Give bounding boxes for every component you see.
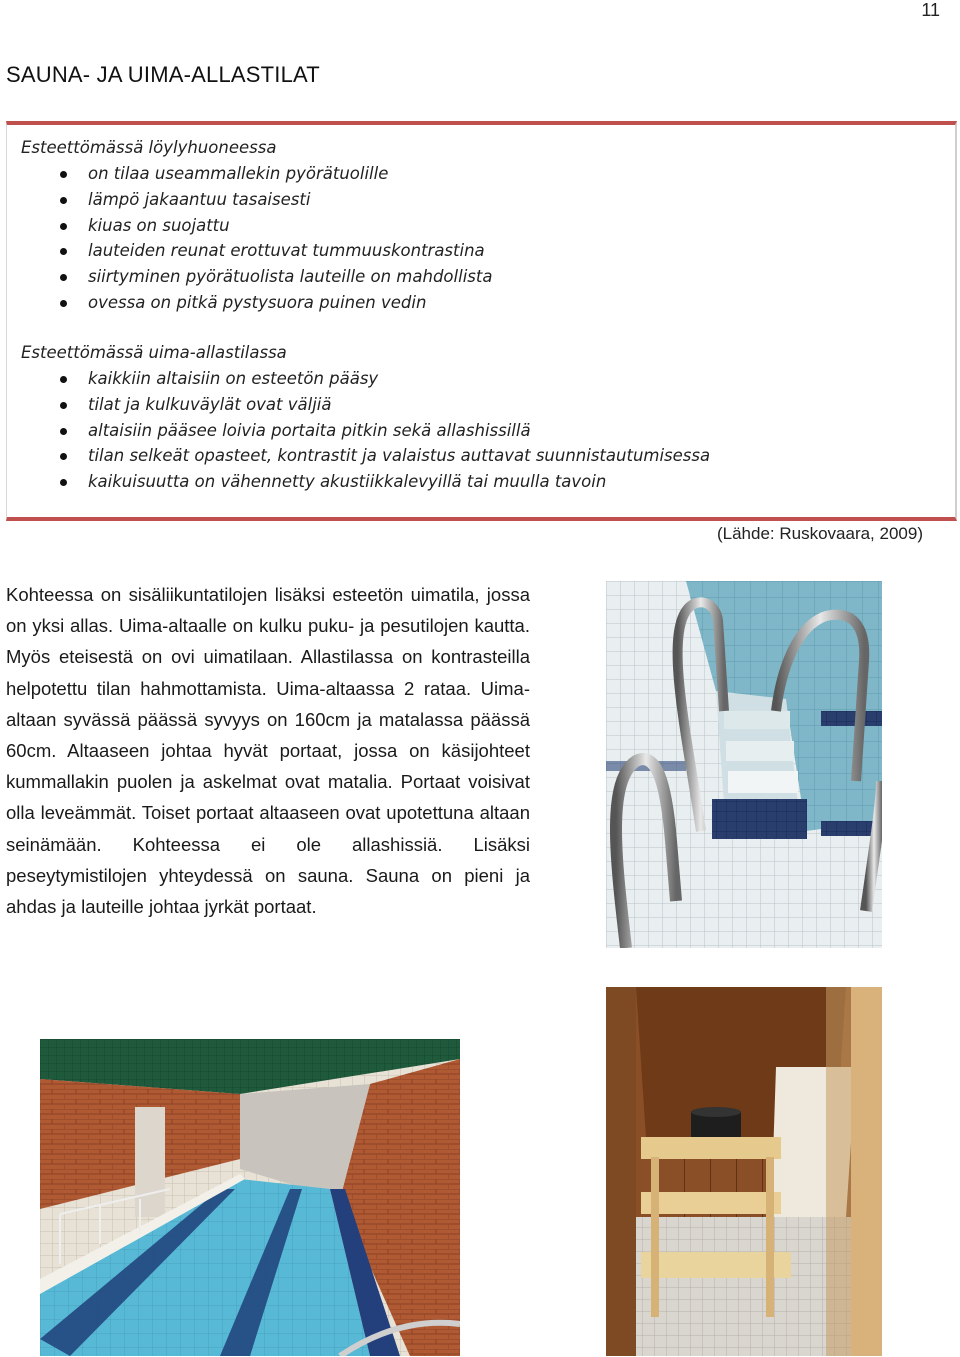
list-item-text: tilat ja kulkuväylät ovat väljiä bbox=[88, 394, 332, 414]
accessibility-criteria-box bbox=[6, 121, 957, 521]
list-item-text: lämpö jakaantuu tasaisesti bbox=[88, 189, 311, 209]
list-item bbox=[21, 213, 492, 239]
list-item-text: kaikkiin altaisiin on esteetön pääsy bbox=[88, 369, 379, 388]
bullet-icon bbox=[60, 248, 67, 255]
list-item-text: ovessa on pitkä pystysuora puinen vedin bbox=[88, 292, 427, 312]
bullet-icon bbox=[60, 376, 67, 383]
list-item-text: lauteiden reunat erottuvat tummuuskontrastina bbox=[88, 241, 485, 261]
list-item bbox=[21, 238, 492, 264]
bullet-icon bbox=[60, 197, 67, 204]
list-item-text: on tilaa useammallekin pyörätuolille bbox=[88, 164, 389, 183]
sauna-benches-illustration bbox=[606, 987, 882, 1356]
bullet-icon bbox=[60, 402, 67, 409]
pool-stairs-illustration bbox=[606, 581, 882, 948]
list-item bbox=[21, 418, 710, 444]
body-paragraph: Kohteessa on sisäliikuntatilojen lisäksi esteetön uimatila, jossa on yksi allas. Uima-altaalle on kulku puku- ja pesutilojen kautta. Myös eteisestä on ovi uimatilaan. Allastilassa on kontrasteilla helpotettu tilan hahmottamista. Uima-altaassa 2 rataa. Uima-altaan syvässä päässä syvyys on 160cm ja matalassa päässä 60cm. Altaaseen johtaa hyvät portaat, jossa on käsijohteet kummallakin puolen ja askelmat ovat matalia. Portaat voisivat olla leveämmät. Toiset portaat altaaseen ovat upotettuna altaan seinämään. Kohteessa ei ole allashissiä. Lisäksi peseytymistilojen yhteydessä on sauna. Sauna on pieni ja ahdas ja lauteille johtaa jyrkät portaat. bbox=[6, 584, 530, 918]
page-heading: SAUNA- JA UIMA-ALLASTILAT bbox=[6, 62, 320, 87]
list-item bbox=[21, 366, 710, 392]
swimming-pool-photo bbox=[40, 1039, 460, 1356]
bullet-icon bbox=[60, 428, 67, 435]
list-item-text: altaisiin pääsee loivia portaita pitkin sekä allashissillä bbox=[88, 420, 531, 440]
source-citation: (Lähde: Ruskovaara, 2009) bbox=[716, 524, 923, 543]
list-item bbox=[21, 161, 492, 187]
bullet-icon bbox=[60, 223, 67, 230]
pool-criteria-title: Esteettömässä uima-allastilassa bbox=[21, 343, 287, 362]
list-item bbox=[21, 443, 710, 469]
list-item bbox=[21, 290, 492, 316]
sauna-benches-photo bbox=[606, 987, 882, 1356]
bullet-icon bbox=[60, 479, 67, 486]
list-item-text: tilan selkeät opasteet, kontrastit ja valaistus auttavat suunnistautumisessa bbox=[88, 446, 711, 466]
list-item bbox=[21, 264, 492, 290]
list-item-text: kaikuisuutta on vähennetty akustiikkalevyillä tai muulla tavoin bbox=[88, 472, 607, 492]
list-item-text: kiuas on suojattu bbox=[88, 215, 230, 235]
list-item-text: siirtyminen pyörätuolista lauteille on mahdollista bbox=[88, 267, 493, 287]
list-item bbox=[21, 187, 492, 213]
page-number: 11 bbox=[921, 0, 940, 20]
pool-stairs-photo bbox=[606, 581, 882, 948]
list-item bbox=[21, 469, 710, 495]
pool-criteria-section bbox=[21, 340, 710, 495]
bullet-icon bbox=[60, 274, 67, 281]
bullet-icon bbox=[60, 300, 67, 307]
swimming-pool-illustration bbox=[40, 1039, 460, 1356]
bullet-icon bbox=[60, 171, 67, 178]
list-item bbox=[21, 392, 710, 418]
sauna-criteria-title: Esteettömässä löylyhuoneessa bbox=[21, 138, 277, 157]
sauna-criteria-section bbox=[21, 135, 492, 316]
bullet-icon bbox=[60, 453, 67, 460]
